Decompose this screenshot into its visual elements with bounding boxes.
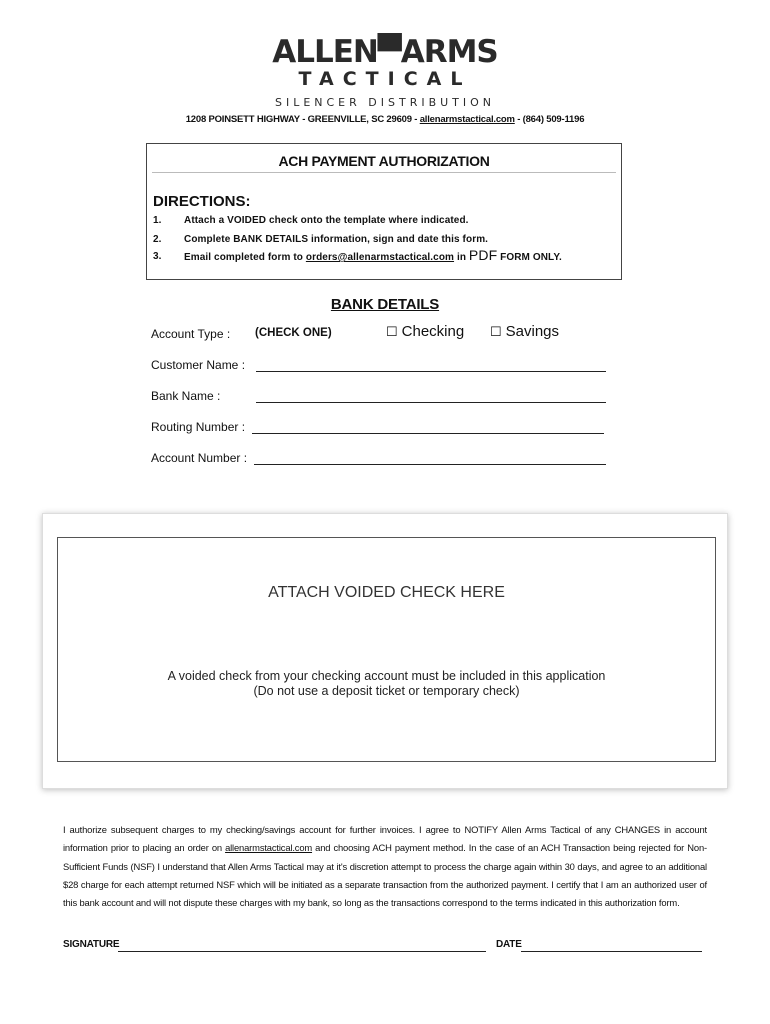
checking-label: Checking — [401, 323, 465, 340]
address-text: 1208 POINSETT HIGHWAY - GREENVILLE, SC 29609 - — [185, 114, 418, 125]
bank-name-label: Bank Name : — [151, 389, 221, 403]
pdf-label: PDF — [468, 247, 498, 263]
phone-text: - (864) 509-1196 — [517, 114, 585, 125]
title-divider — [152, 172, 616, 173]
direction-item: Complete BANK DETAILS information, sign and date this form. — [184, 234, 489, 245]
savings-label: Savings — [505, 323, 560, 340]
date-field[interactable] — [521, 951, 702, 952]
routing-number-label: Routing Number : — [151, 420, 246, 434]
direction-item — [184, 247, 562, 263]
signature-label: SIGNATURE — [63, 939, 120, 950]
check-one-label: (CHECK ONE) — [255, 327, 332, 339]
checking-option[interactable] — [386, 323, 464, 340]
direction-number: 2. — [153, 234, 162, 245]
direction-item: Attach a VOIDED check onto the template where indicated. — [184, 215, 469, 226]
account-number-label: Account Number : — [151, 451, 248, 465]
customer-name-label: Customer Name : — [151, 358, 246, 372]
date-label: DATE — [496, 939, 522, 950]
terms-text: I authorize subsequent charges to my checking/savings account for further invoices. I agree to NOTIFY Allen Arms Tactical of any CHANGES in account information prior to placing an order on — [63, 824, 707, 854]
website-link[interactable]: allenarmstactical.com — [419, 114, 515, 125]
authorization-terms — [63, 821, 707, 912]
direction-text: in — [456, 252, 467, 263]
savings-option[interactable] — [490, 323, 559, 340]
company-logo: ALLEN▀ARMS — [272, 34, 498, 70]
form-title: ACH PAYMENT AUTHORIZATION — [278, 153, 490, 169]
terms-text: and choosing ACH payment method. In the case of an ACH Transaction being rejected for Non-Sufficient Funds (NSF) I understand that Allen Arms Tactical may at it's discretion attempt to process the charge again within 30 days, and agree to an additional $28 charge for each attempt returned NSF which will be initiated as a separate transaction from the authorized payment. I certify that I am an authorized user of this bank account and will not dispute these charges with my bank, so long as the transactions correspond to the terms indicated in this authorization form. — [63, 842, 707, 909]
routing-number-field[interactable] — [252, 433, 604, 434]
company-logo-subtitle: TACTICAL — [298, 68, 472, 90]
voided-check-subnote: (Do not use a deposit ticket or temporary check) — [253, 684, 520, 698]
customer-name-field[interactable] — [256, 371, 606, 372]
directions-heading: DIRECTIONS: — [153, 193, 251, 210]
company-tagline: SILENCER DISTRIBUTION — [274, 96, 496, 109]
direction-number: 3. — [153, 251, 162, 262]
direction-number: 1. — [153, 215, 162, 226]
terms-website-link[interactable]: allenarmstactical.com — [225, 842, 313, 854]
account-number-field[interactable] — [254, 464, 606, 465]
voided-check-note: A voided check from your checking account must be included in this application — [167, 669, 606, 683]
bank-name-field[interactable] — [256, 402, 606, 403]
voided-check-title: ATTACH VOIDED CHECK HERE — [268, 584, 505, 601]
company-address — [0, 114, 770, 125]
checkbox-icon[interactable]: ☐ — [386, 324, 398, 339]
signature-field[interactable] — [118, 951, 486, 952]
orders-email-link[interactable]: orders@allenarmstactical.com — [305, 252, 455, 263]
account-type-label: Account Type : — [151, 327, 231, 341]
direction-text: Email completed form to — [184, 252, 303, 263]
direction-text: FORM ONLY. — [500, 252, 562, 263]
bank-details-title: BANK DETAILS — [330, 296, 440, 313]
voided-check-drop-area[interactable] — [57, 537, 716, 762]
checkbox-icon[interactable]: ☐ — [490, 324, 502, 339]
